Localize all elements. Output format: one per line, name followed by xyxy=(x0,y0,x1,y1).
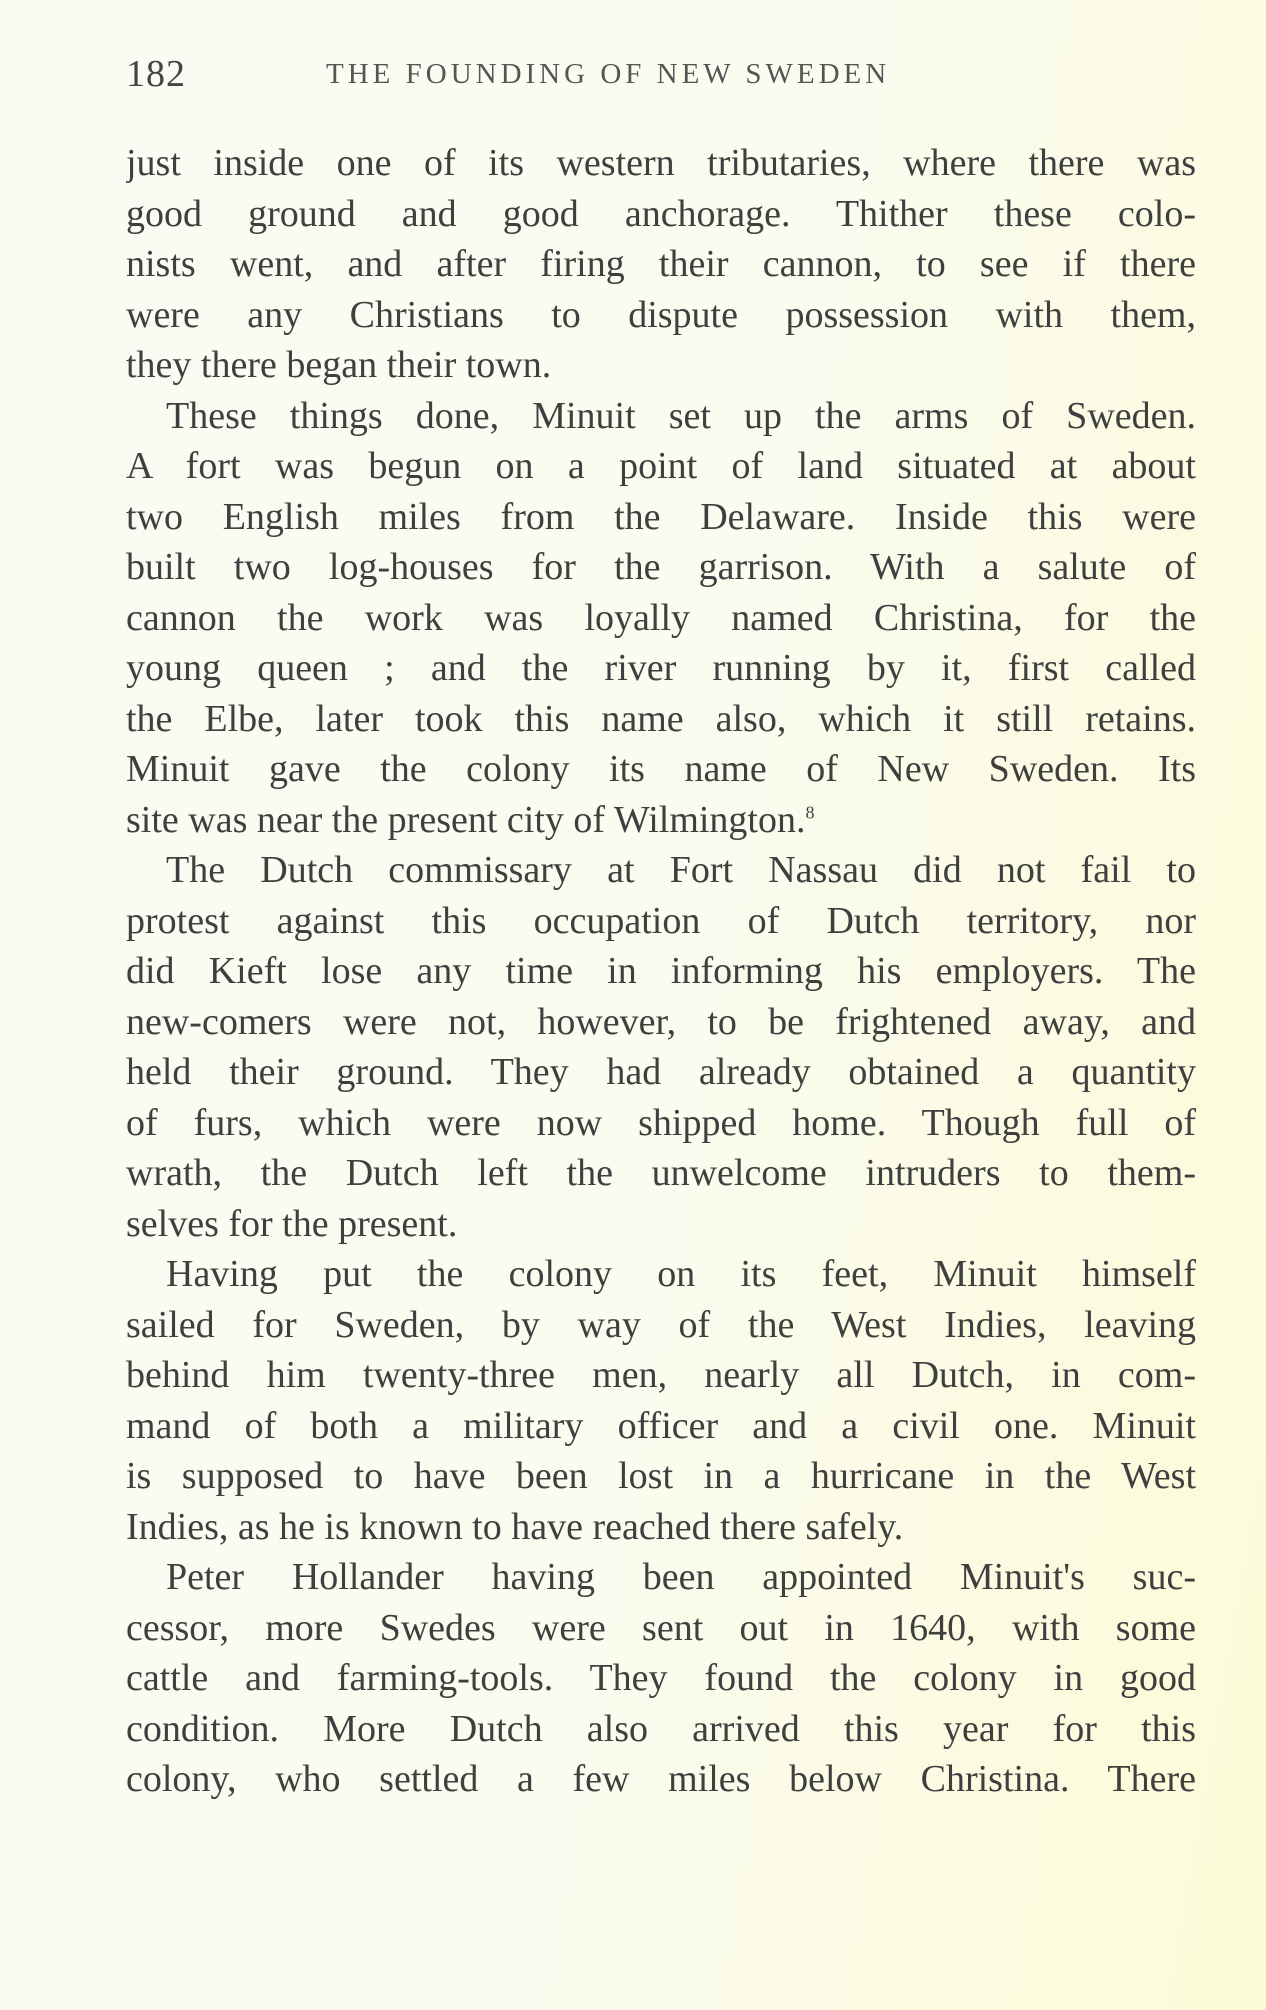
text-line: cessor, more Swedes were sent out in 1640, with some xyxy=(126,1606,1196,1649)
text-line: Indies, as he is known to have reached there safely. xyxy=(126,1505,904,1548)
text-line: two English miles from the Delaware. Inside this were xyxy=(126,495,1196,538)
text-line: colony, who settled a few miles below Christina. There xyxy=(126,1758,1196,1800)
text-line: they there began their town. xyxy=(126,344,552,386)
paragraph-5 xyxy=(126,1552,1196,1805)
text-line: selves for the present. xyxy=(126,1202,458,1245)
text-line: behind him twenty-three men, nearly all Dutch, in com- xyxy=(126,1354,1196,1396)
text-line: These things done, Minuit set up the arms of Sweden. xyxy=(166,394,1196,437)
text-line: sailed for Sweden, by way of the West Indies, leaving xyxy=(126,1303,1196,1346)
paragraph-4 xyxy=(126,1249,1196,1552)
text-line xyxy=(126,795,1196,846)
text-line: Minuit gave the colony its name of New Sweden. Its xyxy=(126,748,1196,790)
text-line: The Dutch commissary at Fort Nassau did not fail to xyxy=(166,849,1196,891)
text-line: built two log-houses for the garrison. With a salute of xyxy=(126,546,1196,588)
page-number: 182 xyxy=(126,53,186,95)
text-line: Having put the colony on its feet, Minuit himself xyxy=(166,1253,1196,1295)
text-line: cattle and farming-tools. They found the colony in good xyxy=(126,1657,1196,1699)
text-line: new-comers were not, however, to be frightened away, and xyxy=(126,1000,1196,1043)
text-line: held their ground. They had already obtained a quantity xyxy=(126,1051,1196,1093)
text-line: wrath, the Dutch left the unwelcome intruders to them- xyxy=(126,1152,1196,1194)
paragraph-1 xyxy=(126,138,1196,391)
text-line: Peter Hollander having been appointed Minuit's suc- xyxy=(166,1556,1196,1598)
paragraph-3 xyxy=(126,845,1196,1249)
text-line: the Elbe, later took this name also, which it still retains. xyxy=(126,697,1196,740)
footnote-marker: 8 xyxy=(805,801,815,822)
line-text: site was near the present city of Wilmington. xyxy=(126,798,806,841)
text-line: cannon the work was loyally named Christina, for the xyxy=(126,596,1196,639)
body-text xyxy=(126,138,1196,1805)
text-line: young queen ; and the river running by it, first called xyxy=(126,647,1196,689)
text-line: did Kieft lose any time in informing his employers. The xyxy=(126,950,1196,992)
text-line: nists went, and after firing their cannon, to see if there xyxy=(126,243,1196,285)
text-line: protest against this occupation of Dutch territory, nor xyxy=(126,899,1196,942)
text-line: condition. More Dutch also arrived this year for this xyxy=(126,1707,1196,1750)
text-line: A fort was begun on a point of land situated at about xyxy=(126,445,1196,487)
running-head: THE FOUNDING OF NEW SWEDEN xyxy=(326,58,891,90)
text-line: mand of both a military officer and a civil one. Minuit xyxy=(126,1404,1196,1447)
page-header xyxy=(126,48,1196,110)
text-line: good ground and good anchorage. Thither these colo- xyxy=(126,192,1196,235)
book-page xyxy=(126,48,1196,1968)
text-line: were any Christians to dispute possession with them, xyxy=(126,293,1196,336)
text-line: is supposed to have been lost in a hurricane in the West xyxy=(126,1455,1196,1497)
text-line: just inside one of its western tributaries, where there was xyxy=(126,142,1196,184)
text-line: of furs, which were now shipped home. Though full of xyxy=(126,1101,1196,1144)
paragraph-2 xyxy=(126,391,1196,846)
